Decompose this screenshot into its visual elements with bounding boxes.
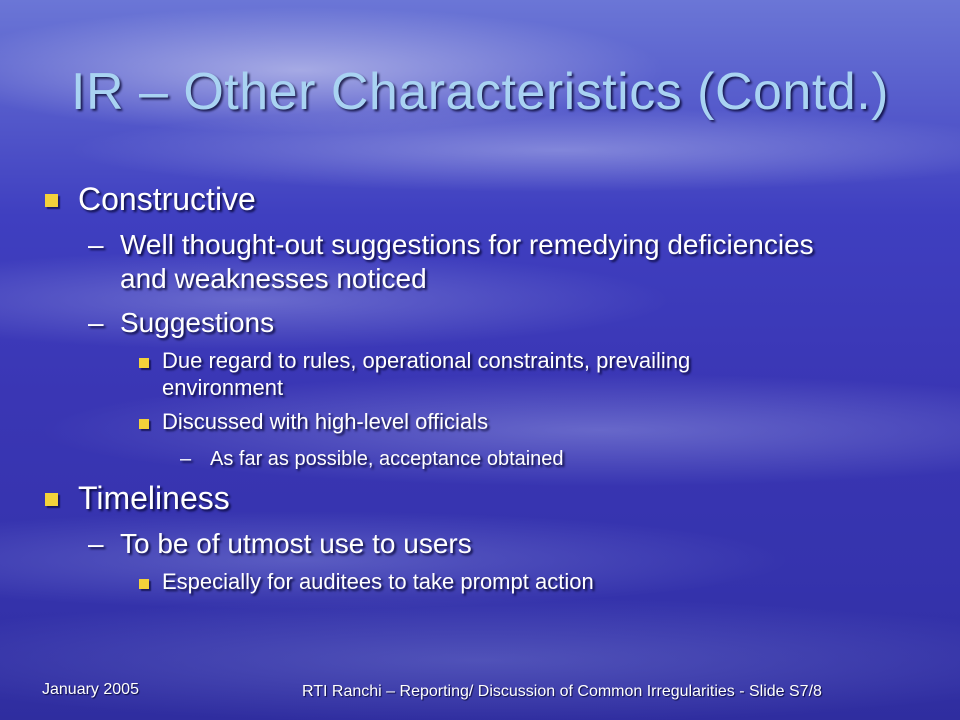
sub-bullet-well-thought-line1: Well thought-out suggestions for remedying deficiencies bbox=[120, 229, 814, 260]
sub-sub-bullet-due-regard-line2: environment bbox=[162, 375, 284, 400]
dash-icon: – bbox=[88, 528, 104, 559]
slide-title: IR – Other Characteristics (Contd.) bbox=[71, 63, 889, 121]
sub-sub-bullet-due-regard-line1: Due regard to rules, operational constraints, prevailing bbox=[162, 348, 691, 373]
dash-icon: – bbox=[88, 307, 104, 338]
bullet-square-icon bbox=[139, 358, 149, 368]
dash-icon: – bbox=[180, 448, 192, 470]
level4-acceptance: As far as possible, acceptance obtained bbox=[210, 448, 564, 470]
sub-sub-bullet-auditees: Especially for auditees to take prompt action bbox=[162, 569, 594, 594]
bullet-constructive: Constructive bbox=[78, 181, 256, 217]
bullet-timeliness: Timeliness bbox=[78, 480, 230, 516]
sub-sub-bullet-discussed: Discussed with high-level officials bbox=[162, 409, 489, 434]
bullet-square-icon bbox=[139, 579, 149, 589]
sub-bullet-well-thought-line2: and weaknesses noticed bbox=[120, 263, 427, 294]
footer-caption: RTI Ranchi – Reporting/ Discussion of Common Irregularities - Slide S7/8 bbox=[302, 683, 822, 700]
footer-date: January 2005 bbox=[42, 681, 139, 698]
dash-icon: – bbox=[88, 229, 104, 260]
bullet-square-icon bbox=[45, 493, 58, 506]
bullet-square-icon bbox=[139, 419, 149, 429]
sub-bullet-suggestions: Suggestions bbox=[120, 307, 275, 338]
bullet-square-icon bbox=[45, 194, 58, 207]
sub-bullet-utmost-use: To be of utmost use to users bbox=[120, 528, 472, 559]
